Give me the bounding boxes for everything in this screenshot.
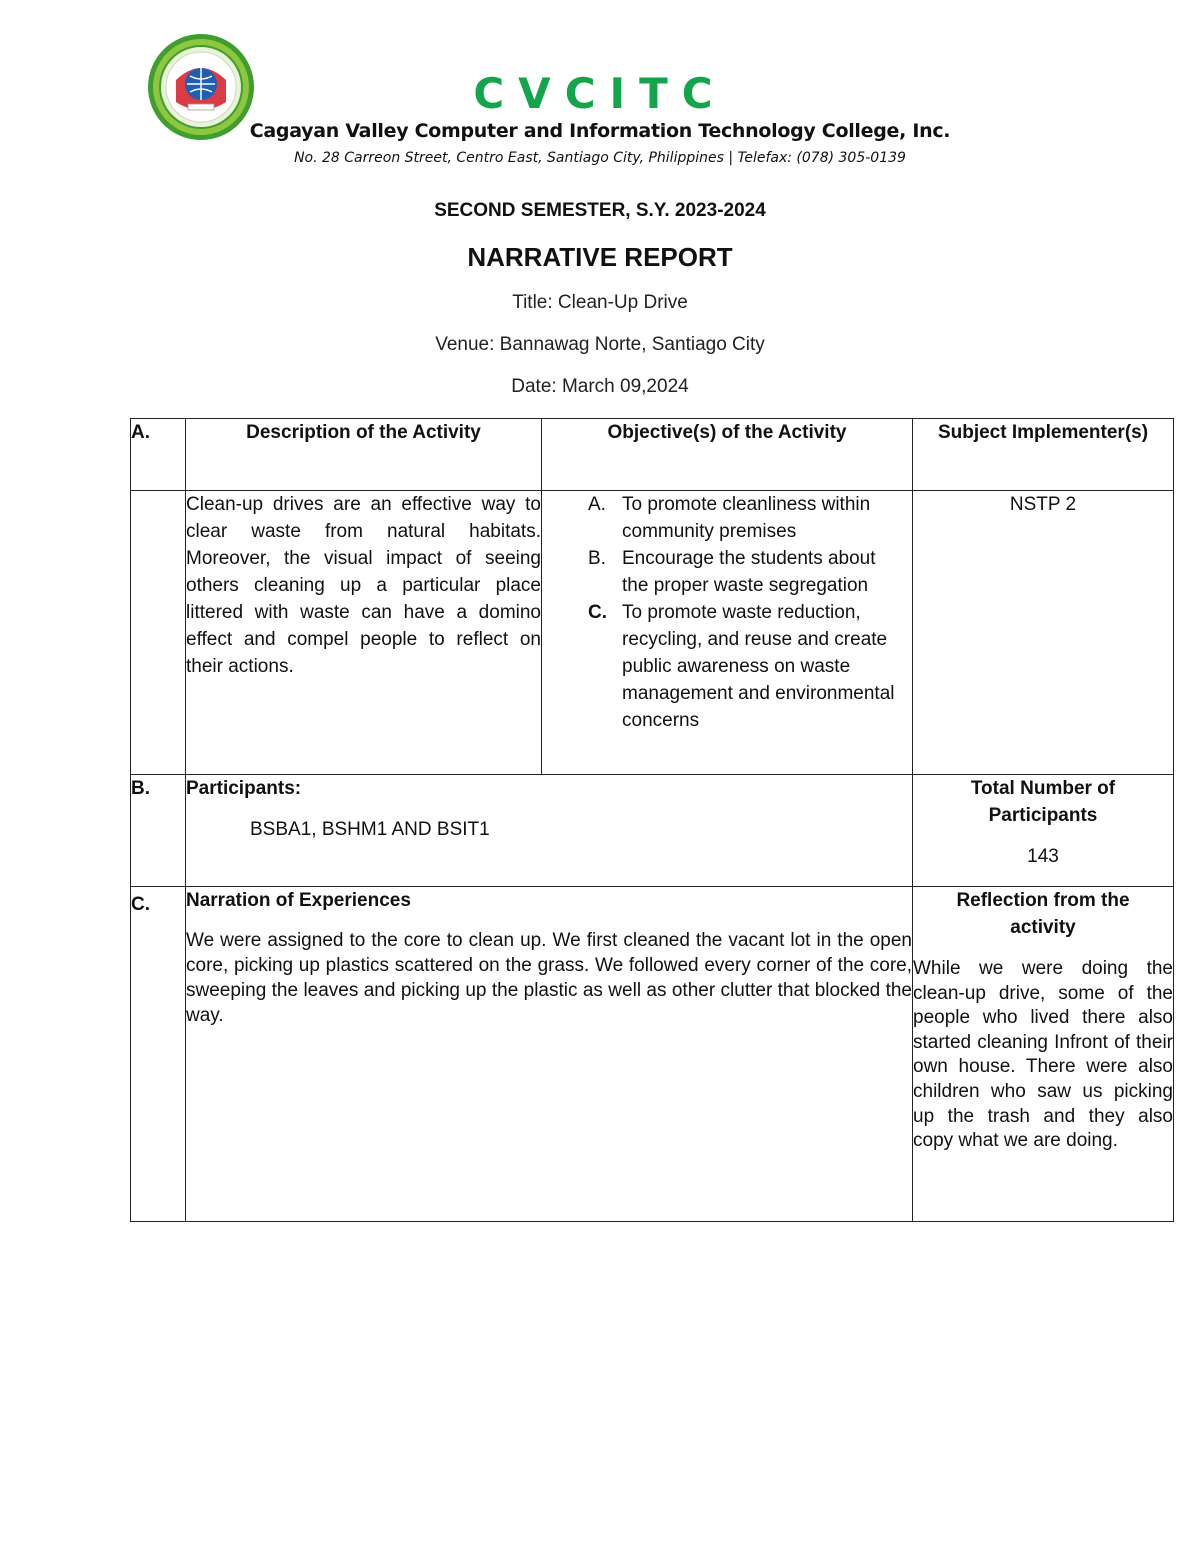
activity-description: Clean-up drives are an effective way to clear waste from natural habitats. Moreover, the visual impact of seeing others cleaning up a particular place littered with waste can have a domino effect and compel people to reflect on their actions. [186,491,542,775]
total-participants-value: 143 [1027,846,1059,867]
objectives-column-header: Objective(s) of the Activity [542,419,913,491]
reflection-text: While we were doing the clean-up drive, some of the people who lived there also started cleaning Infront of their own house. There were also children who saw us picking up the trash and they also copy what we are doing. [913,958,1173,1152]
activity-venue: Venue: Bannawag Norte, Santiago City [435,334,765,355]
narration-cell [186,887,913,1222]
activity-title: Title: Clean-Up Drive [512,292,688,313]
section-b-row [131,775,1174,887]
participants-cell [186,775,913,887]
objectives-cell [542,491,913,775]
subject-implementer: NSTP 2 [913,491,1174,775]
section-c-row [131,887,1174,1222]
implementers-column-header: Subject Implementer(s) [913,419,1174,491]
reflection-cell [913,887,1174,1222]
objective-item [542,599,902,734]
objective-marker: B. [588,548,606,569]
college-acronym: CVCITC [473,69,727,118]
section-a-header-row [131,419,1174,491]
objective-text: Encourage the students about the proper waste segregation [622,548,876,596]
objective-text: To promote cleanliness within community premises [622,494,871,542]
total-participants-label: Total Number of Participants [970,778,1116,826]
semester-heading: SECOND SEMESTER, S.Y. 2023-2024 [434,200,766,221]
section-c-letter: C. [131,887,186,1222]
section-a-content-row [131,491,1174,775]
narration-label: Narration of Experiences [186,890,411,911]
narration-text: We were assigned to the core to clean up. We first cleaned the vacant lot in the open core, picking up plastics scattered on the grass. We followed every corner of the core, sweeping the leaves and picking up the plastic as well as other clutter that blocked the way. [186,930,912,1026]
participants-list: BSBA1, BSHM1 AND BSIT1 [250,819,490,840]
section-b-letter: B. [131,775,186,887]
college-name: Cagayan Valley Computer and Information Technology College, Inc. [249,120,951,142]
description-column-header: Description of the Activity [186,419,542,491]
reflection-label: Reflection from the activity [956,890,1130,938]
section-a-letter: A. [131,419,186,491]
report-title: NARRATIVE REPORT [467,242,733,272]
objective-item [542,545,902,599]
college-address: No. 28 Carreon Street, Centro East, Santiago City, Philippines | Telefax: (078) 305-0139 [294,150,906,166]
section-a-spacer [131,491,186,775]
objective-item [542,491,902,545]
activity-date: Date: March 09,2024 [511,376,689,397]
participants-label: Participants: [186,778,302,799]
objective-marker: C. [588,602,607,623]
report-table [130,418,1174,1222]
total-participants-cell [913,775,1174,887]
objective-text: To promote waste reduction, recycling, and reuse and create public awareness on waste management and environmental concerns [622,602,895,731]
objective-marker: A. [588,494,606,515]
